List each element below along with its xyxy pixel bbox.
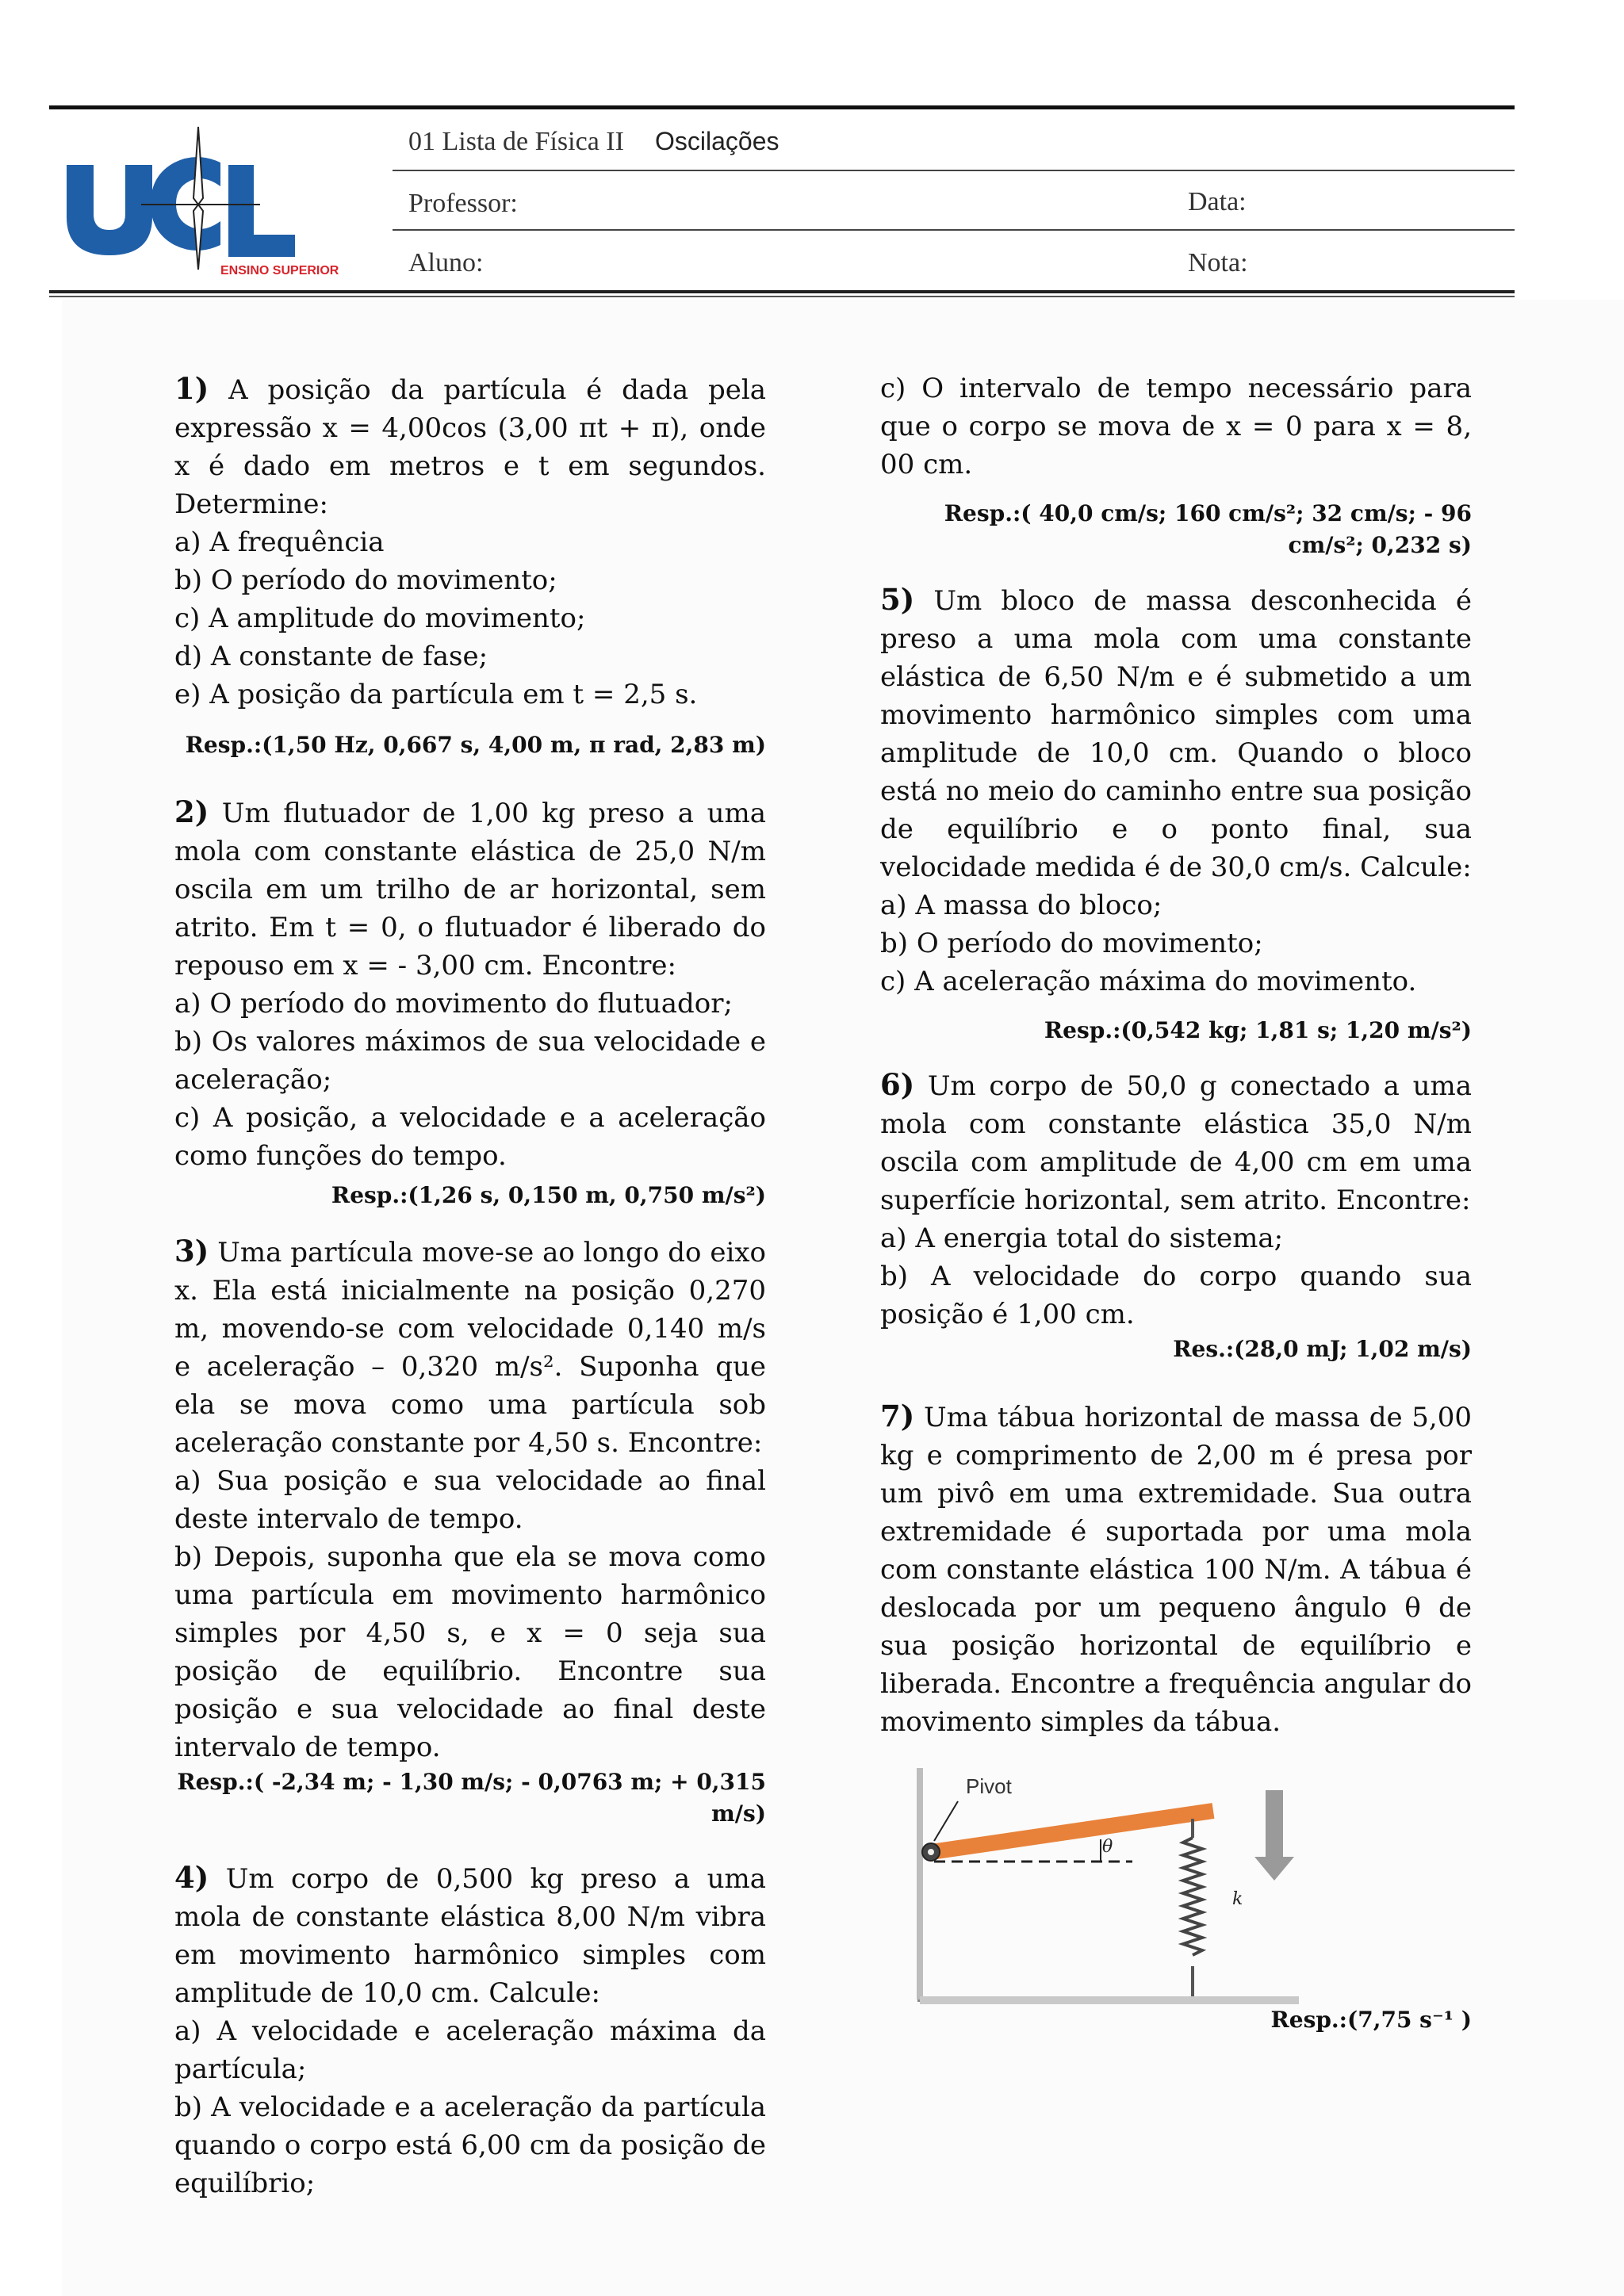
date-label: Data: <box>1188 187 1247 216</box>
list-item: c) A posição, a velocidade e a aceleração como funções do tempo. <box>174 1102 766 1172</box>
question-7 <box>880 1397 1472 2026</box>
question-number: 7) <box>880 1399 915 1433</box>
list-item: b) O período do movimento; <box>174 564 557 596</box>
question-1 <box>174 369 766 761</box>
header-bottom-rule <box>49 290 1515 293</box>
list-item: c) O intervalo de tempo necessário para que o corpo se mova de x = 0 para x = 8, 00 cm. <box>880 373 1472 480</box>
question-number: 5) <box>880 582 915 617</box>
question-intro: Um corpo de 0,500 kg preso a uma mola de constante elástica 8,00 N/m vibra em movimento harmônico simples com amplitude de 10,0 cm. Calcule: <box>174 1863 767 2009</box>
question-4-continued <box>880 369 1472 561</box>
list-item: b) Os valores máximos de sua velocidade e aceleração; <box>174 1026 766 1096</box>
list-item: d) A constante de fase; <box>174 641 488 672</box>
question-number: 1) <box>174 371 209 406</box>
answer-q7: Resp.:(7,75 s⁻¹ ) <box>1270 2007 1472 2033</box>
list-item: a) A massa do bloco; <box>880 890 1162 921</box>
question-intro: Uma partícula move-se ao longo do eixo x. Ela está inicialmente na posição 0,270 m, movendo-se com velocidade 0,140 m/s e aceleração – 0,320 m/s². Suponha que ela se mova como uma partícula sob aceleração constante por 4,50 s. Encontre: <box>174 1237 767 1459</box>
pivot-label: Pivot <box>966 1774 1012 1798</box>
pivot-plank-figure <box>902 1762 1346 2015</box>
left-column <box>174 369 766 2214</box>
question-3 <box>174 1232 766 1830</box>
list-item: c) A amplitude do movimento; <box>174 603 586 634</box>
list-item: c) A aceleração máxima do movimento. <box>880 966 1417 997</box>
ucl-logo <box>62 119 339 277</box>
header-bottom-rule-2 <box>49 296 1515 297</box>
grade-label: Nota: <box>1188 248 1248 277</box>
list-item: a) Sua posição e sua velocidade ao final deste intervalo de tempo. <box>174 1465 766 1535</box>
question-intro: Um flutuador de 1,00 kg preso a uma mola com constante elástica de 25,0 N/m oscila em um trilho de ar horizontal, sem atrito. Em t = 0, o flutuador é liberado do repouso em x = - 3,00 cm. Encontre: <box>174 798 766 982</box>
list-item: a) O período do movimento do flutuador; <box>174 988 733 1020</box>
question-intro: Um bloco de massa desconhecida é preso a uma mola com uma constante elástica de 6,50 N/m e é submetido a um movimento harmônico simples com uma amplitude de 10,0 cm. Quando o bloco está no meio do caminho entre sua posição de equilíbrio e o ponto final, sua velocidade medida é de 30,0 cm/s. Calcule: <box>880 585 1472 883</box>
question-intro: Uma tábua horizontal de massa de 5,00 kg e comprimento de 2,00 m é presa por um pivô em uma extremidade. Sua outra extremidade é suportada por uma mola com constante elástica 100 N/m. A tábua é deslocada por um pequeno ângulo θ de sua posição horizontal de equilíbrio e liberada. Encontre a frequência angular do movimento simples da tábua. <box>880 1402 1472 1738</box>
list-item: a) A velocidade e aceleração máxima da partícula; <box>174 2015 766 2085</box>
question-number: 6) <box>880 1067 915 1102</box>
answer: Resp.:( -2,34 m; - 1,30 m/s; - 0,0763 m; + 0,315 m/s) <box>177 1769 766 1827</box>
list-item: b) A velocidade e a aceleração da partícula quando o corpo está 6,00 cm da posição de equilíbrio; <box>174 2091 766 2199</box>
answer: Resp.:(1,26 s, 0,150 m, 0,750 m/s²) <box>331 1182 766 1208</box>
question-number: 2) <box>174 794 209 829</box>
question-2 <box>174 793 766 1211</box>
question-intro: A posição da partícula é dada pela expressão x = 4,00cos (3,00 πt + π), onde x é dado em metros e t em segundos. Determine: <box>174 374 766 520</box>
list-item: b) A velocidade do corpo quando sua posição é 1,00 cm. <box>880 1261 1472 1330</box>
question-5 <box>880 580 1472 1047</box>
student-label: Aluno: <box>408 248 484 277</box>
question-6 <box>880 1066 1472 1365</box>
answer: Resp.:(1,50 Hz, 0,667 s, 4,00 m, π rad, 2,83 m) <box>185 732 766 758</box>
header-top-rule <box>49 105 1515 109</box>
angle-label: θ <box>1102 1837 1113 1857</box>
question-4 <box>174 1858 766 2202</box>
list-item: a) A energia total do sistema; <box>880 1223 1284 1254</box>
list-item: e) A posição da partícula em t = 2,5 s. <box>174 679 698 710</box>
answer: Resp.:(0,542 kg; 1,81 s; 1,20 m/s²) <box>1044 1017 1472 1043</box>
professor-label: Professor: <box>408 189 518 218</box>
question-number: 3) <box>174 1234 209 1269</box>
logo-subtitle: ENSINO SUPERIOR <box>220 264 339 277</box>
list-item: b) O período do movimento; <box>880 928 1263 959</box>
list-title: 01 Lista de Física II <box>408 127 624 156</box>
answer: Res.:(28,0 mJ; 1,02 m/s) <box>1173 1336 1472 1362</box>
answer: Resp.:( 40,0 cm/s; 160 cm/s²; 32 cm/s; - 96 cm/s²; 0,232 s) <box>944 500 1472 558</box>
question-intro: Um corpo de 50,0 g conectado a uma mola com constante elástica 35,0 N/m oscila com amplitude de 4,00 cm em uma superfície horizontal, sem atrito. Encontre: <box>880 1070 1472 1216</box>
question-number: 4) <box>174 1860 209 1895</box>
right-column <box>880 369 1472 2037</box>
header-line-2 <box>393 229 1515 231</box>
spring-constant-label: k <box>1232 1889 1243 1909</box>
list-item: a) A frequência <box>174 526 385 558</box>
list-item: b) Depois, suponha que ela se mova como uma partícula em movimento harmônico simples por 4,50 s, e x = 0 seja sua posição de equilíbrio. Encontre sua posição e sua velocidade ao final deste intervalo de tempo. <box>174 1541 766 1763</box>
header-line-1 <box>393 170 1515 171</box>
topic: Oscilações <box>655 127 779 155</box>
